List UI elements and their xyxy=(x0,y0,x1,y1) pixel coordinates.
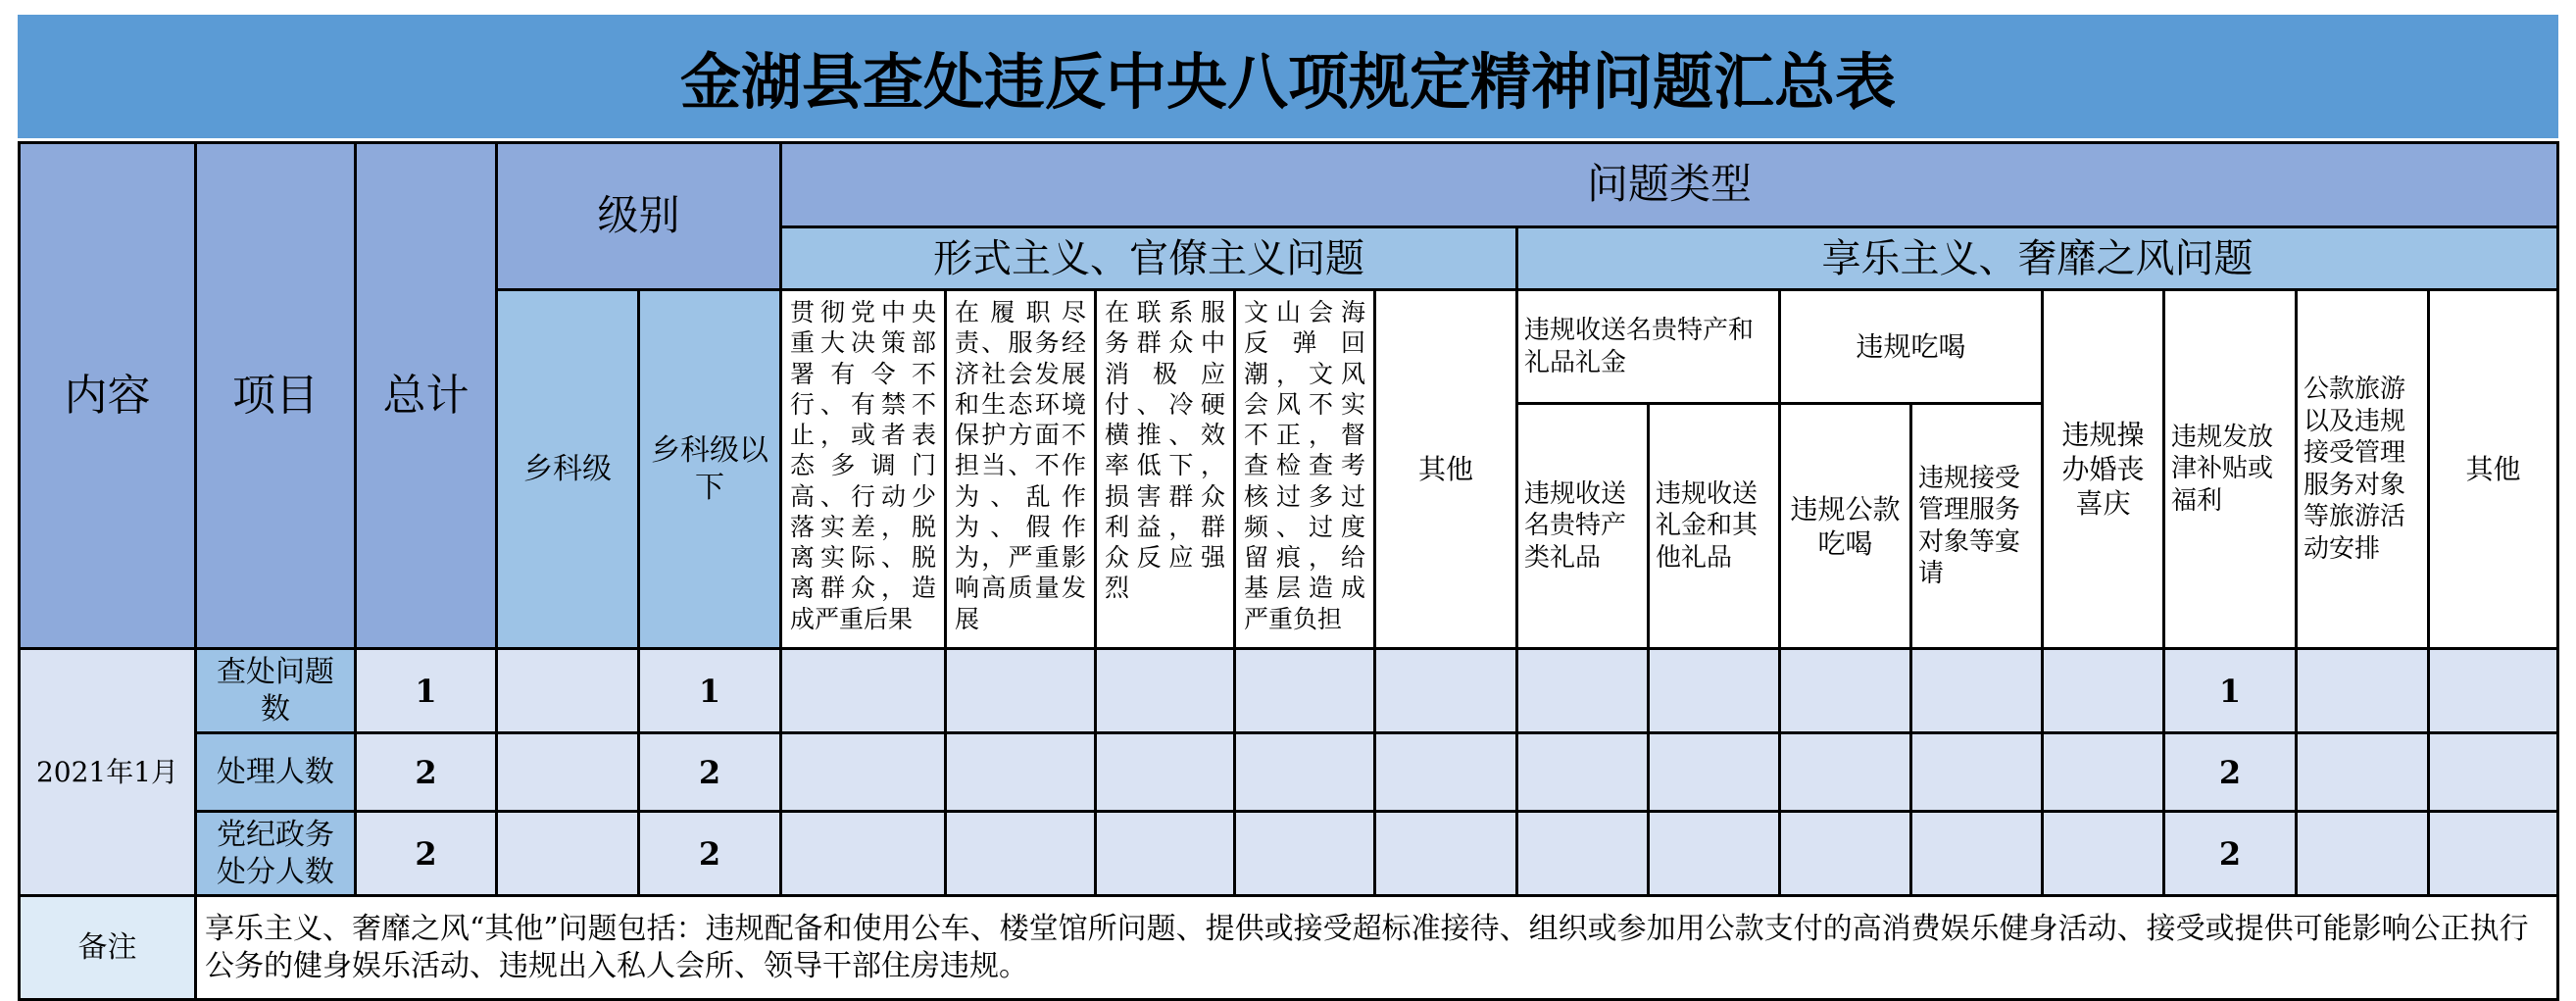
row-item-label: 党纪政务处分人数 xyxy=(196,812,356,896)
row-below: 2 xyxy=(639,733,781,812)
col-wedding: 违规操办婚丧喜庆 xyxy=(2043,290,2164,649)
row-total: 2 xyxy=(356,733,497,812)
header-level-township: 乡科级 xyxy=(497,290,639,649)
col-travel: 公款旅游以及违规接受管理服务对象等旅游活动安排 xyxy=(2297,290,2429,649)
row-below: 1 xyxy=(639,649,781,733)
header-total: 总计 xyxy=(356,143,497,649)
row-total: 2 xyxy=(356,812,497,896)
col-gifts-cash: 违规收送礼金和其他礼品 xyxy=(1649,404,1780,649)
col-gifts-specialty: 违规收送名贵特产类礼品 xyxy=(1517,404,1649,649)
col-gifts-group: 违规收送名贵特产和礼品礼金 xyxy=(1517,290,1780,404)
row-allowance: 2 xyxy=(2164,733,2297,812)
col-formalism-4: 文山会海反弹回潮，文风会风不实不正，督查检查考核过多过频、过度留痕，给基层造成严重负担 xyxy=(1235,290,1375,649)
header-hedonism: 享乐主义、奢靡之风问题 xyxy=(1517,227,2558,290)
col-formalism-3: 在联系服务群众中消极应付、冷硬横推、效率低下，损害群众利益，群众反应强烈 xyxy=(1096,290,1235,649)
row-item-label: 查处问题数 xyxy=(196,649,356,733)
summary-table xyxy=(18,141,2559,1001)
col-hedonism-other: 其他 xyxy=(2429,290,2558,649)
col-dining-public: 违规公款吃喝 xyxy=(1780,404,1911,649)
col-allowance: 违规发放津补贴或福利 xyxy=(2164,290,2297,649)
col-dining-group: 违规吃喝 xyxy=(1780,290,2043,404)
row-below: 2 xyxy=(639,812,781,896)
period-label: 2021年1月 xyxy=(20,649,196,896)
header-level-below: 乡科级以下 xyxy=(639,290,781,649)
row-item-label: 处理人数 xyxy=(196,733,356,812)
header-problem-types: 问题类型 xyxy=(781,143,2558,227)
header-formalism: 形式主义、官僚主义问题 xyxy=(781,227,1517,290)
header-content: 内容 xyxy=(20,143,196,649)
col-dining-banquet: 违规接受管理服务对象等宴请 xyxy=(1911,404,2043,649)
col-formalism-1: 贯彻党中央重大决策部署有令不行、有禁不止，或者表态多调门高、行动少落实差，脱离实际、脱离群众，造成严重后果 xyxy=(781,290,946,649)
note-label: 备注 xyxy=(20,896,196,1000)
row-allowance: 2 xyxy=(2164,812,2297,896)
note-text: 享乐主义、奢靡之风“其他”问题包括：违规配备和使用公车、楼堂馆所问题、提供或接受超标准接待、组织或参加用公款支付的高消费娱乐健身活动、接受或提供可能影响公正执行公务的健身娱乐活动、违规出入私人会所、领导干部住房违规。 xyxy=(196,896,2558,1000)
row-township xyxy=(497,649,639,733)
row-total: 1 xyxy=(356,649,497,733)
header-level: 级别 xyxy=(497,143,781,290)
table-title: 金湖县查处违反中央八项规定精神问题汇总表 xyxy=(18,15,2558,138)
col-formalism-2: 在履职尽责、服务经济社会发展和生态环境保护方面不担当、不作为、乱作为、假作为，严重影响高质量发展 xyxy=(946,290,1096,649)
row-allowance: 1 xyxy=(2164,649,2297,733)
row-township xyxy=(497,733,639,812)
header-item: 项目 xyxy=(196,143,356,649)
row-township xyxy=(497,812,639,896)
col-formalism-other: 其他 xyxy=(1375,290,1517,649)
